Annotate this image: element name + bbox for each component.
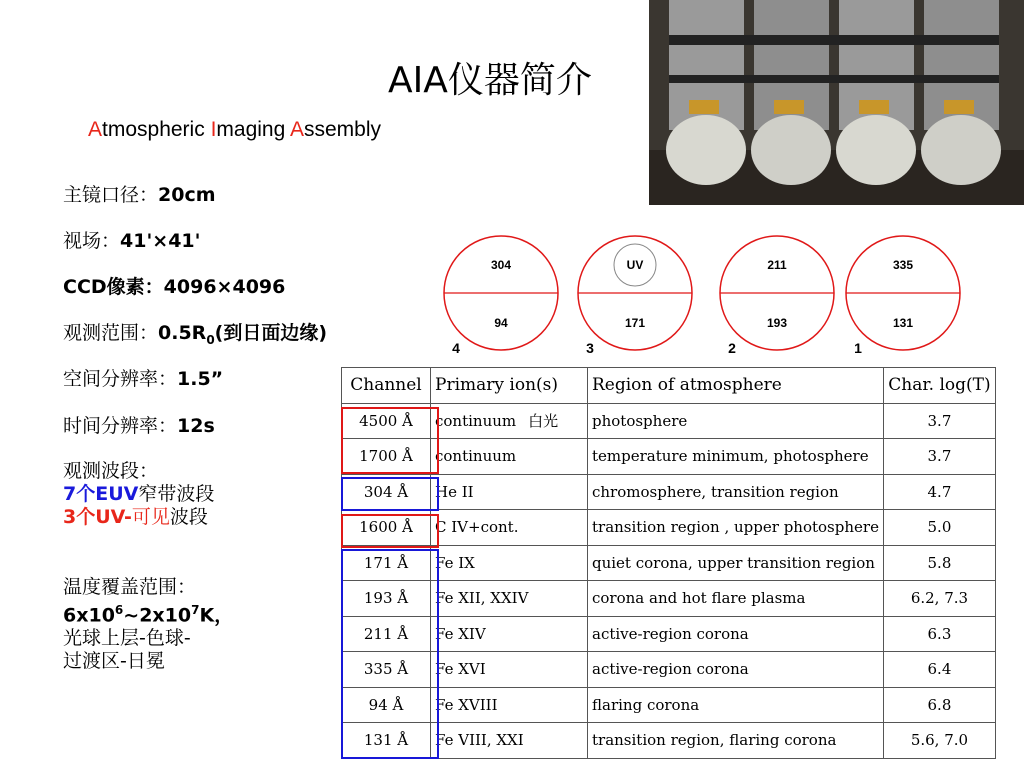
header-region: Region of atmosphere [588, 368, 884, 404]
cell-ion-text: Fe XII, XXIV [435, 589, 529, 608]
cell-ion [431, 439, 588, 475]
subtitle-letter-i: I [210, 118, 217, 141]
cell-log-t [883, 403, 995, 439]
cell-log-t [883, 510, 995, 546]
cell-ion-text: Fe VIII, XXI [435, 731, 524, 750]
cell-region-text: active-region corona [592, 624, 749, 643]
telescope-number: 3 [586, 340, 594, 356]
telescope-number: 1 [854, 340, 862, 356]
cell-ion-text: continuum [435, 412, 517, 431]
cell-region [588, 652, 884, 688]
cell-log-t [883, 545, 995, 581]
cell-log-t-text: 6.2, 7.3 [910, 589, 969, 608]
cell-region [588, 545, 884, 581]
table-row [342, 474, 996, 510]
subtitle-word-1: tmospheric [102, 118, 211, 141]
cell-ion-text: continuum [435, 447, 517, 466]
cell-region [588, 474, 884, 510]
cell-log-t [883, 581, 995, 617]
subtitle-word-2: maging [216, 118, 290, 141]
cell-log-t-text: 5.0 [927, 518, 952, 537]
header-channel: Channel [342, 368, 431, 404]
cell-ion [431, 687, 588, 723]
cell-region-text: quiet corona, upper transition region [592, 553, 875, 572]
header-log-t: Char. log(T) [883, 368, 995, 404]
cell-region [588, 723, 884, 759]
cell-channel-text: 211 Å [363, 624, 409, 643]
subtitle-letter-a: A [88, 118, 103, 141]
spec-ccd: CCD像素：4096×4096 [63, 276, 286, 298]
telescope-bottom-channel: 131 [892, 316, 914, 330]
cell-ion-text: Fe IX [435, 553, 475, 572]
cell-channel-text: 131 Å [363, 731, 409, 750]
cell-region-text: transition region, flaring corona [592, 731, 837, 750]
cell-ion [431, 545, 588, 581]
subtitle-letter-a2: A [289, 118, 304, 141]
cell-ion-text: C IV+cont. [435, 518, 519, 537]
cell-region-text: temperature minimum, photosphere [592, 447, 869, 466]
cell-region-text: corona and hot flare plasma [592, 589, 806, 608]
spec-temperature: 温度覆盖范围： $6x10^6\sim 2x10^7K$， 光球上层-色球- 过渡区-日冕 [63, 576, 234, 673]
table-row [342, 687, 996, 723]
cell-region [588, 510, 884, 546]
subtitle [88, 118, 381, 142]
cell-region [588, 439, 884, 475]
uv-1600-highlight-box [341, 514, 439, 548]
telescope-bottom-channel: 193 [766, 316, 788, 330]
page-title: AIA仪器简介 [388, 60, 592, 101]
cell-ion-text: He II [435, 482, 474, 501]
cell-channel-text: 94 Å [368, 695, 404, 714]
telescope-top-channel: 211 [767, 258, 787, 272]
cell-log-t [883, 652, 995, 688]
cell-channel-text: 335 Å [363, 660, 409, 679]
cell-region [588, 616, 884, 652]
telescope-top-channel: 335 [892, 258, 914, 272]
telescope-top-channel: UV [626, 258, 644, 272]
table-row [342, 403, 996, 439]
cell-ion [431, 403, 588, 439]
cell-log-t [883, 439, 995, 475]
cell-ion-text: Fe XIV [435, 624, 486, 643]
subtitle-word-3: ssembly [303, 118, 382, 141]
cell-region-text: active-region corona [592, 660, 749, 679]
cell-region-text: photosphere [592, 411, 688, 430]
spec-range: 观测范围：$0.5R_0$(到日面边缘) [63, 322, 328, 347]
cell-ion [431, 510, 588, 546]
cell-channel-text: 193 Å [363, 589, 409, 608]
cell-ion [431, 616, 588, 652]
spec-fov: 视场：41'×41' [63, 230, 201, 252]
cell-ion-text: Fe XVI [435, 660, 486, 679]
cell-region [588, 581, 884, 617]
white-light-note: 白光 [528, 412, 559, 431]
cell-log-t [883, 687, 995, 723]
table-row [342, 510, 996, 546]
cell-ion [431, 474, 588, 510]
cell-log-t-text: 5.6, 7.0 [910, 731, 969, 750]
table-row [342, 545, 996, 581]
cell-channel-text: 171 Å [363, 553, 409, 572]
header-primary-ion: Primary ion(s) [431, 368, 588, 404]
cell-region-text: transition region , upper photosphere [592, 518, 879, 537]
spec-bands: 观测波段： 7个EUV窄带波段 3个UV-可见波段 [63, 460, 215, 528]
channel-table [341, 367, 996, 759]
table-row [342, 439, 996, 475]
telescope-channel-diagram [438, 232, 978, 358]
euv-highlight-box [341, 549, 439, 759]
cell-channel-text: 1700 Å [359, 447, 413, 466]
cell-ion [431, 581, 588, 617]
cell-log-t-text: 6.3 [927, 624, 952, 643]
cell-log-t-text: 6.8 [927, 695, 952, 714]
telescope-top-channel: 304 [490, 258, 512, 272]
cell-log-t [883, 474, 995, 510]
cell-region-text: flaring corona [592, 695, 700, 714]
cell-region [588, 403, 884, 439]
cell-log-t-text: 5.8 [927, 553, 952, 572]
telescope-bottom-channel: 94 [494, 316, 508, 330]
cell-ion [431, 723, 588, 759]
table-header-row [342, 368, 996, 404]
uv-visible-highlight-box [341, 407, 439, 474]
table-row [342, 581, 996, 617]
telescope-bottom-channel: 171 [624, 316, 646, 330]
cell-log-t-text: 3.7 [927, 411, 952, 430]
table-row [342, 652, 996, 688]
spec-temporal-resolution: 时间分辨率：12s [63, 415, 215, 437]
cell-ion-text: Fe XVIII [435, 695, 498, 714]
spec-spatial-resolution: 空间分辨率：1.5” [63, 368, 224, 390]
cell-channel-text: 304 Å [363, 482, 409, 501]
spec-aperture: 主镜口径：20cm [63, 184, 216, 206]
cell-channel-text: 1600 Å [359, 518, 413, 537]
table-row [342, 616, 996, 652]
euv-304-highlight-box [341, 477, 439, 511]
cell-log-t-text: 3.7 [927, 447, 952, 466]
table-row [342, 723, 996, 759]
cell-log-t-text: 4.7 [927, 482, 952, 501]
telescope-number: 2 [728, 340, 736, 356]
cell-log-t [883, 616, 995, 652]
cell-region [588, 687, 884, 723]
cell-ion [431, 652, 588, 688]
instrument-photo [649, 0, 1024, 205]
telescope-number: 4 [452, 340, 460, 356]
cell-channel-text: 4500 Å [359, 411, 413, 430]
cell-log-t [883, 723, 995, 759]
cell-log-t-text: 6.4 [927, 660, 952, 679]
cell-region-text: chromosphere, transition region [592, 482, 839, 501]
